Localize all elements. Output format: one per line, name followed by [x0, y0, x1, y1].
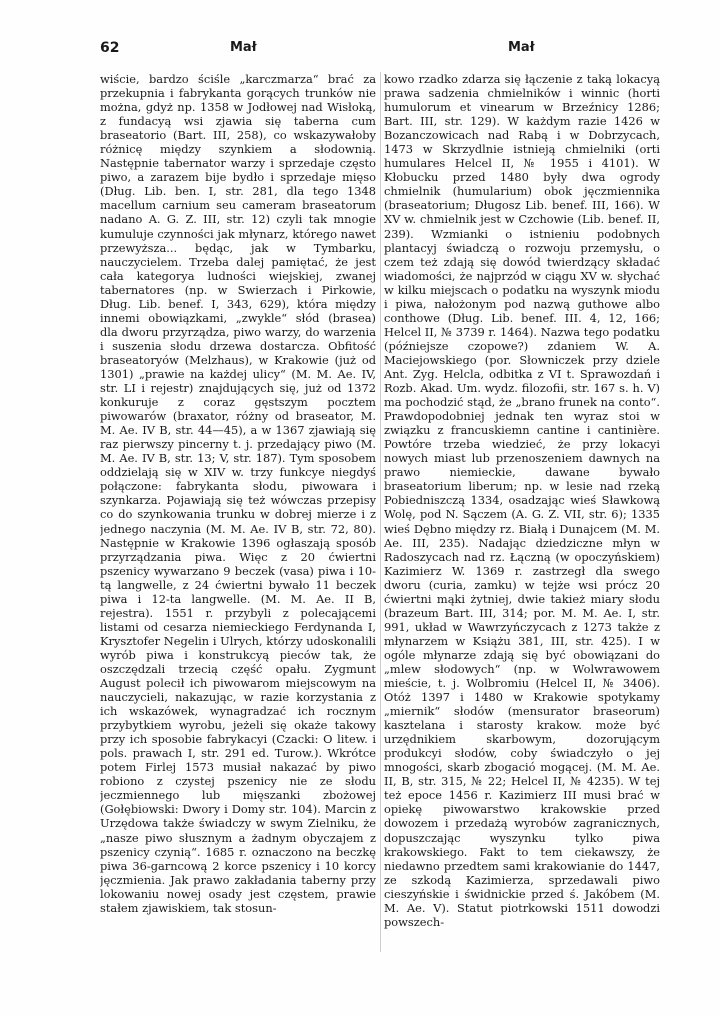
running-head-right: Mał	[508, 40, 535, 55]
left-column-text: wiście, bardzo ściśle „karczmarza“ brać za przekupnia i fabrykanta gorących trunków nie można, gdyż np. 1358 w Jodłowej nad Wisłoką, z fundacyą wsi zjawia się taberna cum braseatorio (Bart. III, 258), co wskazywałoby różnicę między szynkiem a słodownią. Następnie tabernator warzy i sprzedaje często piwo, a zarazem bije bydło i sprzedaje mięso (Dług. Lib. ben. I, str. 281, dla tego 1348 macellum carnium seu cameram braseatorum nadano A. G. Z. III, str. 12) czyli tak mnogie kumuluje czynności jak młynarz, którego nawet przewyższa... będąc, jak w Tymbarku, nauczycielem. Trzeba dalej pamiętać, że jest cała kategorya ludności wiejskiej, zwanej tabernatores (np. w Swierzach i Pirkowie, Dług. Lib. benef. I, 343, 629), która między innemi obowiązkami, „zwykle“ słód (brasea) dla dworu przyrządza, piwo warzy, do warzenia i suszenia słodu drzewa dostarcza. Obfitość braseatoryów (Melzhaus), w Krakowie (już od 1301) „prawie na każdej ulicy“ (M. M. Ae. IV, str. LI i rejestr) znajdujących się, już od 1372 konkuruje z coraz gęstszym pocztem piwowarów (braxator, różny od braseator, M. M. Ae. IV B, str. 44—45), a w 1367 zjawiają się raz pierwszy pincerny t. j. przedający piwo (M. M. Ae. IV B, str. 13; V, str. 187). Tym sposobem oddzielają się w XIV w. trzy funkcye niegdyś połączone: fabrykanta słodu, piwowara i szynkarza. Pojawiają się też wówczas przepisy co do szynkowania trunku w dobrej mierze i z jednego naczynia (M. M. Ae. IV B, str. 72, 80). Następnie w Krakowie 1396 ogłaszają sposób przyrządzania piwa. Więc z 20 ćwiertni pszenicy wywarzano 9 beczek (vasa) piwa i 10-tą langwelle, z 24 ćwiertni bywało 11 beczek piwa i 12-ta langwelle. (M. M. Ae. II B, rejestra). 1551 r. przybyli z polecającemi listami od cesarza niemieckiego Ferdynanda I, Krysztofer Negelin i Ulrych, którzy udoskonalili wyrób piwa i konstrukcyą pieców tak, że oszczędzali trzecią część opału. Zygmunt August polecił ich piwowarom miejscowym na nauczycieli, nakazując, w razie korzystania z ich wskazówek, wynagradzać ich rocznym przybytkiem wyrobu, jeżeli się okaże takowy przy ich sposobie fabrykacyi (Czacki: O litew. i pols. prawach I, str. 291 ed. Turow.). Wkrótce potem Firlej 1573 musiał nakazać by piwo robiono z czystej pszenicy nie ze słodu jeczmiennego lub mięszanki zbożowej (Gołębiowski: Dwory i Domy str. 104). Marcin z Urzędowa także świadczy w swym Zielniku, że „nasze piwo słusznym a żadnym obyczajem z pszenicy czynią“. 1685 r. oznaczono na beczkę piwa 36-garncową 2 korce pszenicy i 10 korcy jęczmienia. Jak prawo zakładania taberny przy lokowaniu nowej osady jest częstem, prawie stałem zjawiskiem, tak stosun-	[100, 72, 376, 915]
right-column-text: kowo rzadko zdarza się łączenie z taką lokacyą prawa sadzenia chmielników i winnic (horti humulorum et vinearum w Brzeźnicy 1286; Bart. III, str. 129). W każdym razie 1426 w Bozanczowicach nad Rabą i w Dobrzycach, 1473 w Skrzydlnie istnieją chmielniki (orti humulares Helcel II, № 1955 i 4101). W Kłobucku przed 1480 były dwa ogrody chmielnik (humularium) obok jęczmiennika (braseatorium; Długosz Lib. benef. III, 166). W XV w. chmielnik jest w Czchowie (Lib. benef. II, 239). Wzmianki o istnieniu podobnych plantacyj świadczą o rozwoju przemysłu, o czem też zdają się dowód twierdzący składać wiadomości, że najprzód w ciągu XV w. słychać w kilku miejscach o podatku na wyszynk miodu i piwa, nałożonym pod nazwą guthowe albo conthowe (Dług. Lib. benef. III. 4, 12, 166; Helcel II, № 3739 r. 1464). Nazwa tego podatku (późniejsze czopowe?) zdaniem W. A. Maciejowskiego (por. Słowniczek przy dziele Ant. Zyg. Helcla, odbitka z VI t. Sprawozdań i Rozb. Akad. Um. wydz. filozofii, str. 167 s. h. V) ma pochodzić stąd, że „brano frunek na conto“. Prawdopodobniej jednak ten wyraz stoi w związku z francuskiemn cantine i cantinière. Powtóre trzeba wiedzieć, że przy lokacyi nowych miast lub przenoszeniem dawnych na prawo niemieckie, dawane bywało braseatorium liberum; np. w lesie nad rzeką Pobiedniszczą 1334, osadzając wieś Sławkową Wolę, pod N. Sączem (A. G. Z. VII, str. 6); 1335 wieś Dębno między rz. Białą i Dunajcem (M. M. Ae. III, 235). Nadając dziedziczne młyn w Radoszycach nad rz. Łączną (w opoczyńskiem) Kazimierz W. 1369 r. zastrzegł dla swego dworu (curia, zamku) w tejże wsi prócz 20 ćwiertni mąki żytniej, dwie takież miary słodu (brazeum Bart. III, 314; por. M. M. Ae. I, str. 991, układ w Wawrzyńczycach z 1273 także z młynarzem w Książu 381, III, str. 425). I w ogóle młynarze zdają się być obowiązani do „mlew słodowych“ (np. w Wolwrawowem mieście, t. j. Wolbromiu (Helcel II, № 3406). Otóż 1397 i 1480 w Krakowie spotykamy „miernik“ słodów (mensurator braseorum) kasztelana i starosty krakow. może być urzędnikiem skarbowym, dozorującym produkcyi słodów, coby świadczyło o jej mnogości, skarb zbogació mogącej. (M. M. Ae. II, B, str. 315, № 22; Helcel II, № 4235). W tej też epoce 1456 r. Kazimierz III musi brać w opiekę piwowarstwo krakowskie przed dowozem i przedażą wyrobów zagranicznych, dopuszczając wyszynku tylko piwa krakowskiego. Fakt to tem ciekawszy, że niedawno przedtem sami krakowianie do 1447, ze szkodą Kazimierza, sprzedawali piwo cieszyńskie i świdnickie przed ś. Jakóbem (M. M. Ae. V). Statut piotrkowski 1511 dowodzi powszech-	[384, 72, 660, 929]
page-number: 62	[100, 40, 120, 56]
page-header	[100, 40, 660, 58]
column-divider	[380, 72, 381, 952]
right-column	[384, 72, 660, 957]
running-head-left: Mał	[230, 40, 257, 55]
left-column	[100, 72, 376, 957]
